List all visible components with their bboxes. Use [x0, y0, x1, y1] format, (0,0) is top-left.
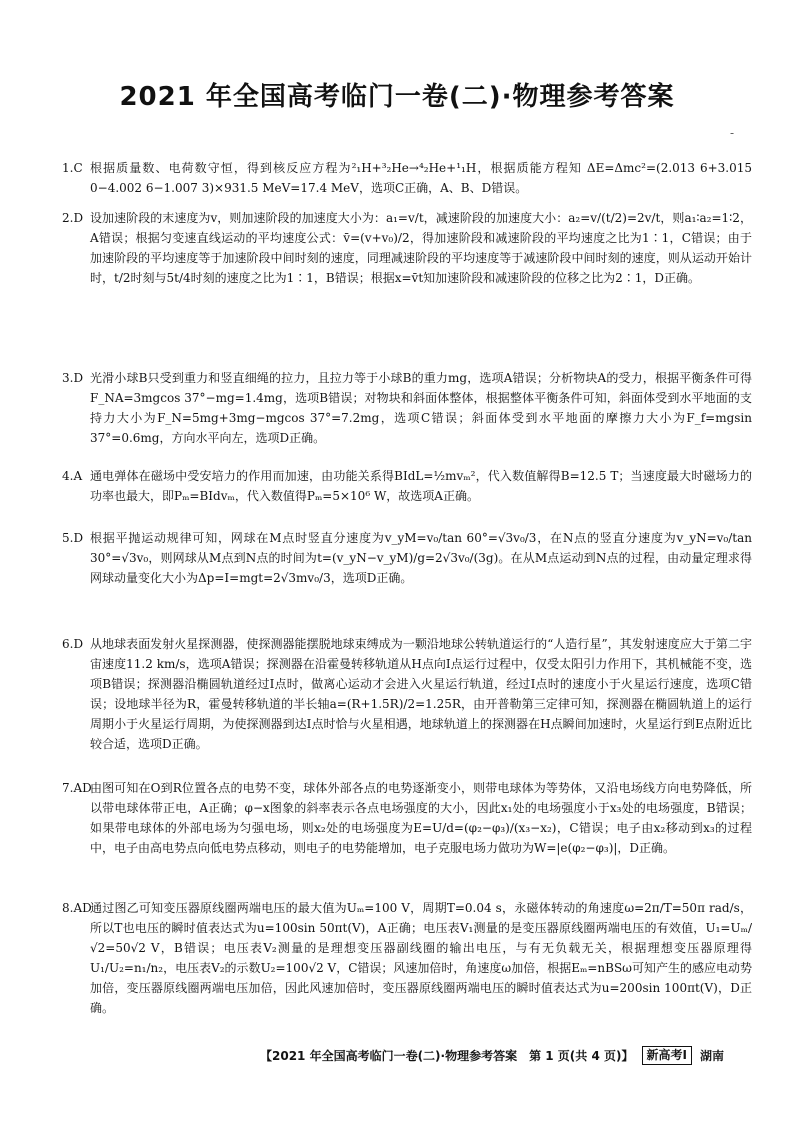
answer-item-3: [62, 368, 752, 466]
answer-text: 从地球表面发射火星探测器，使探测器能摆脱地球束缚成为一颗沿地球公转轨道运行的“人造行星”，其发射速度应大于第二宇宙速度11.2 km/s，选项A错误；探测器在沿霍曼转移轨道从H点向I点运行过程中，仅受太阳引力作用下，其机械能不变，选项B错误；探测器沿椭圆轨道经过I点时，做离心运动才会进入火星运行轨道，经过I点时的速度小于火星运行速度，选项C错误；设地球半径为R，霍曼转移轨道的半长轴a=(R+1.5R)/2=1.25R，由开普勒第三定律可知，探测器在椭圆轨道上的运行周期小于火星运行周期，为使探测器到达I点时恰与火星相遇，地球轨道上的探测器在H点瞬间加速时，火星运行到E点附近比较合适，选项D正确。: [90, 637, 752, 751]
page-title: 2021 年全国高考临门一卷(二)·物理参考答案: [119, 82, 675, 112]
answer-number: 3.D: [62, 371, 84, 385]
answer-item-2: [62, 208, 752, 368]
answer-number: 6.D: [62, 637, 84, 651]
footer-text: 【2021 年全国高考临门一卷(二)·物理参考答案 第 1 页(共 4 页)】: [260, 1048, 634, 1063]
region-label: 湖南: [699, 1048, 724, 1063]
answer-item-7: [62, 778, 752, 898]
answer-item-5: [62, 528, 752, 634]
answer-item-6: [62, 634, 752, 778]
margin-mark: -: [730, 126, 735, 140]
answer-text: 设加速阶段的末速度为v，则加速阶段的加速度大小为：a₁=v/t，减速阶段的加速度大小：a₂=v/(t/2)=2v/t，则a₁∶a₂=1∶2，A错误；根据匀变速直线运动的平均速度公式：v̄=(v+v₀)/2，得加速阶段和减速阶段的平均速度之比为1∶1，C错误；由于加速阶段的平均速度等于加速阶段中间时刻的速度，同理减速阶段的平均速度等于减速阶段中间时刻的速度，则从运动开始计时，t/2时刻与5t/4时刻的速度之比为1∶1，B错误；根据x=v̄t知加速阶段和减速阶段的位移之比为2∶1，D正确。: [90, 211, 752, 285]
answer-text: 通过图乙可知变压器原线圈两端电压的最大值为Uₘ=100 V，周期T=0.04 s，永磁体转动的角速度ω=2π/T=50π rad/s，所以T也电压的瞬时值表达式为u=100sin 50πt(V)，A正确；电压表V₁测量的是变压器原线圈两端电压的有效值，U₁=Uₘ/√2=50√2 V，B错误；电压表V₂测量的是理想变压器副线圈的输出电压，与有无负载无关，根据理想变压器原理得U₁/U₂=n₁/n₂，电压表V₂的示数U₂=100√2 V，C错误；风速加倍时，角速度ω加倍，根据Eₘ=nBSω可知产生的感应电动势加倍，变压器原线圈两端电压加倍，因此风速加倍时，变压器原线圈两端电压的瞬时值表达式为u=200sin 100πt(V)，D正确。: [90, 901, 752, 1015]
answer-text: 由图可知在O到R位置各点的电势不变，球体外部各点的电势逐渐变小，则带电球体为等势体，又沿电场线方向电势降低，所以带电球体带正电，A正确；φ−x图象的斜率表示各点电场强度的大小，因此x₁处的电场强度小于x₃处的电场强度，B错误；如果带电球体的外部电场为匀强电场，则x₂处的电场强度为E=U/d=(φ₂−φ₃)/(x₃−x₂)，C错误；电子由x₂移动到x₃的过程中，电子由高电势点向低电势点移动，则电子的电势能增加，电子克服电场力做功为W=|e(φ₂−φ₃)|，D正确。: [90, 781, 752, 855]
answer-number: 8.AD: [62, 901, 92, 915]
answer-list: [62, 158, 752, 1088]
answer-number: 7.AD: [62, 781, 92, 795]
answer-number: 1.C: [62, 161, 83, 175]
answer-number: 4.A: [62, 469, 83, 483]
answer-text: 根据质量数、电荷数守恒，得到核反应方程为²₁H+³₂He→⁴₂He+¹₁H，根据质能方程知 ΔE=Δmc²=(2.013 6+3.015 0−4.002 6−1.007 3)×931.5 MeV=17.4 MeV，选项C正确，A、B、D错误。: [90, 161, 752, 195]
answer-text: 根据平抛运动规律可知，网球在M点时竖直分速度为v_yM=v₀/tan 60°=√3v₀/3，在N点的竖直分速度为v_yN=v₀/tan 30°=√3v₀，则网球从M点到N点的时间为t=(v_yN−v_yM)/g=2√3v₀/(3g)。在从M点运动到N点的过程，由动量定理求得网球动量变化大小为Δp=I=mgt=2√3mv₀/3，选项D正确。: [90, 531, 752, 585]
answer-item-4: [62, 466, 752, 528]
answer-text: 通电弹体在磁场中受安培力的作用而加速，由功能关系得BIdL=½mvₘ²，代入数值解得B=12.5 T；当速度最大时磁场力的功率也最大，即Pₘ=BIdvₘ，代入数值得Pₘ=5×10⁶ W，故选项A正确。: [90, 469, 752, 503]
answer-text: 光滑小球B只受到重力和竖直细绳的拉力，且拉力等于小球B的重力mg，选项A错误；分析物块A的受力，根据平衡条件可得F_NA=3mgcos 37°−mg=1.4mg，选项B错误；对物块和斜面体整体，根据整体平衡条件可知，斜面体受到水平地面的支持力大小为F_N=5mg+3mg−mgcos 37°=7.2mg，选项C错误；斜面体受到水平地面的摩擦力大小为F_f=mgsin 37°=0.6mg，方向水平向左，选项D正确。: [90, 371, 752, 445]
page-footer: [260, 1044, 740, 1066]
edition-tag: 新高考Ⅰ: [642, 1046, 692, 1065]
answer-number: 5.D: [62, 531, 84, 545]
answer-number: 2.D: [62, 211, 84, 225]
answer-item-1: [62, 158, 752, 208]
